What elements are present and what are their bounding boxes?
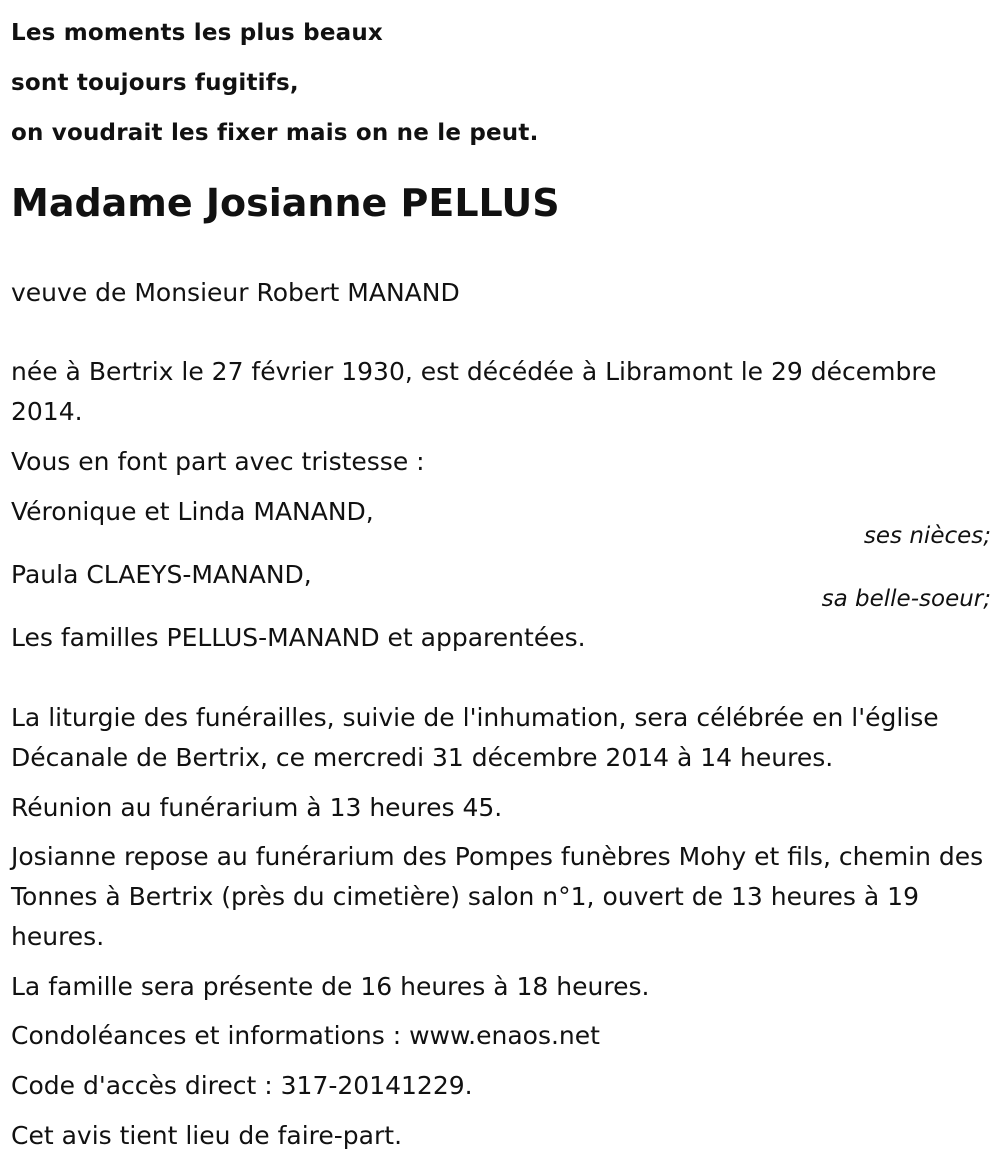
family-member-relation: ses nièces; [863, 523, 991, 549]
family-presence-line: La famille sera présente de 16 heures à 18 heures. [11, 972, 650, 1001]
spouse-line: veuve de Monsieur Robert MANAND [11, 278, 460, 307]
epigraph-quote [11, 8, 539, 158]
deceased-name: Madame Josianne PELLUS [11, 181, 560, 225]
family-member-name: Véronique et Linda MANAND, [11, 497, 374, 526]
family-member-name: Paula CLAEYS-MANAND, [11, 560, 312, 589]
quote-line-1: Les moments les plus beaux [11, 20, 383, 46]
family-member-relation: sa belle-soeur; [821, 586, 991, 612]
notice-line: Cet avis tient lieu de faire-part. [11, 1121, 403, 1150]
condolences-line: Condoléances et informations : www.enaos.net [11, 1021, 600, 1050]
meeting-line: Réunion au funérarium à 13 heures 45. [11, 793, 503, 822]
families-line: Les familles PELLUS-MANAND et apparentées. [11, 623, 586, 652]
quote-line-2: sont toujours fugitifs, [11, 70, 299, 96]
rest-paragraph: Josianne repose au funérarium des Pompes funèbres Mohy et fils, chemin des Tonnes à Bertrix (près du cimetière) salon n°1, ouvert de 13 heures à 19 heures. [11, 842, 984, 951]
liturgy-paragraph: La liturgie des funérailles, suivie de l'inhumation, sera célébrée en l'église Décanale de Bertrix, ce mercredi 31 décembre 2014 à 14 heures. [11, 703, 939, 772]
announcement-intro: Vous en font part avec tristesse : [11, 447, 425, 476]
access-code-line: Code d'accès direct : 317-20141229. [11, 1071, 473, 1100]
birth-death-line: née à Bertrix le 27 février 1930, est décédée à Libramont le 29 décembre 2014. [11, 357, 937, 426]
quote-line-3: on voudrait les fixer mais on ne le peut. [11, 120, 539, 146]
